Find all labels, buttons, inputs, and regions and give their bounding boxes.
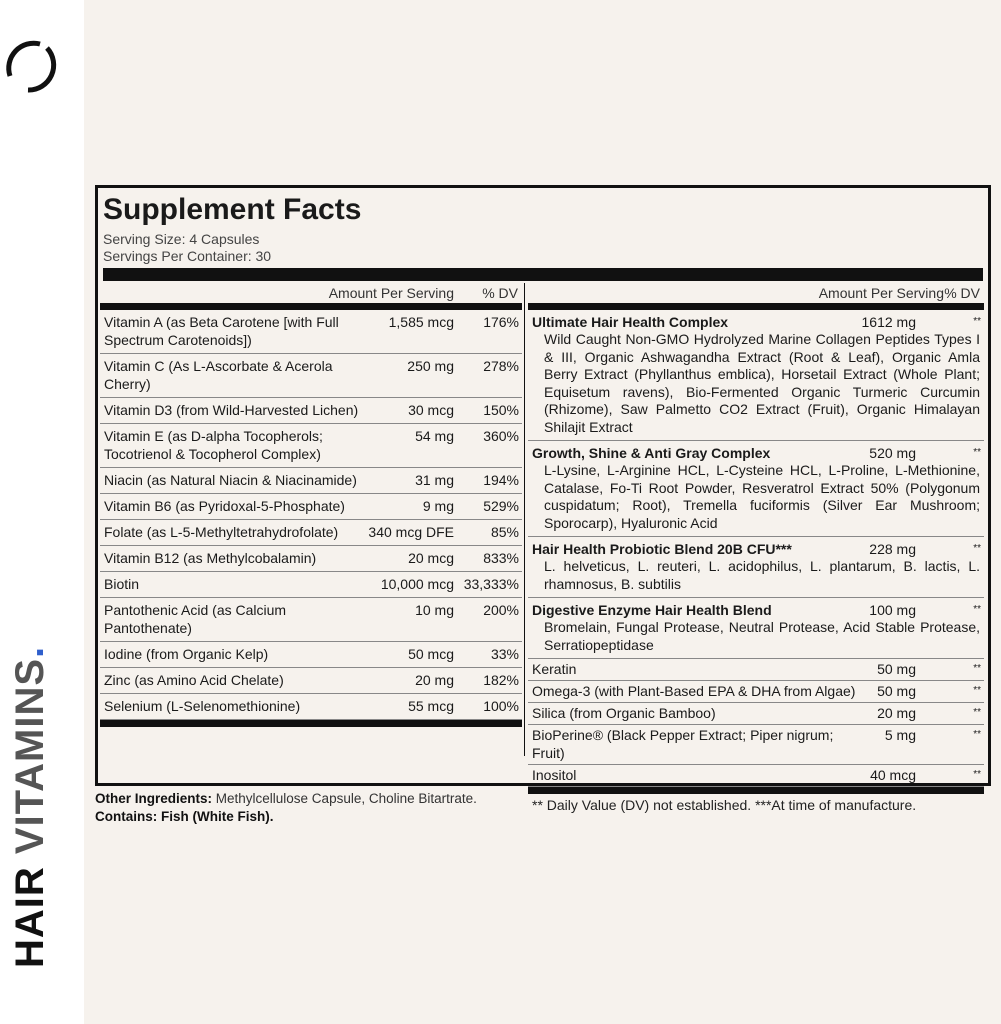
footnote: ** Daily Value (DV) not established. ***At time of manufacture.	[532, 797, 917, 813]
nutrient-row	[100, 572, 522, 598]
ingredient-dv: **	[973, 685, 981, 696]
nutrient-dv: 150%	[483, 402, 519, 418]
blend-name: Growth, Shine & Anti Gray Complex	[532, 445, 771, 461]
ingredient-name: Omega-3 (with Plant-Based EPA & DHA from Algae)	[532, 683, 856, 699]
ingredient-name: BioPerine® (Black Pepper Extract; Piper nigrum; Fruit)	[532, 727, 834, 761]
ingredient-dv: **	[973, 707, 981, 718]
ingredient-dv: **	[973, 663, 981, 674]
serving-size: Serving Size: 4 Capsules	[103, 231, 260, 247]
blend-row	[528, 441, 984, 537]
nutrient-row	[100, 310, 522, 354]
divider-bar	[528, 787, 984, 794]
nutrient-row	[100, 694, 522, 720]
nutrient-dv: 182%	[483, 672, 519, 688]
nutrient-amount: 20 mcg	[408, 550, 454, 566]
nutrient-amount: 30 mcg	[408, 402, 454, 418]
nutrient-dv: 200%	[483, 602, 519, 618]
nutrient-name: Niacin (as Natural Niacin & Niacinamide)	[104, 472, 357, 488]
panel-title: Supplement Facts	[103, 193, 362, 226]
header-amount: Amount Per Serving	[328, 285, 454, 301]
brand-strip	[0, 0, 84, 1024]
nutrient-row	[100, 598, 522, 642]
contains-text: Fish (White Fish).	[157, 809, 274, 824]
nutrient-name: Folate (as L-5-Methyltetrahydrofolate)	[104, 524, 339, 540]
ingredient-row	[528, 765, 984, 787]
blend-dv: **	[973, 316, 981, 327]
nutrient-amount: 54 mg	[415, 428, 454, 444]
ingredient-row	[528, 659, 984, 681]
blend-dv: **	[973, 543, 981, 554]
nutrient-amount: 55 mcg	[408, 698, 454, 714]
ingredient-dv: **	[973, 769, 981, 780]
nutrient-dv: 278%	[483, 358, 519, 374]
ingredient-amount: 40 mcg	[870, 767, 916, 783]
nutrient-name: Iodine (from Organic Kelp)	[104, 646, 269, 662]
nutrient-amount: 250 mg	[407, 358, 454, 374]
ingredient-row	[528, 681, 984, 703]
column-divider	[524, 283, 525, 756]
ingredient-row	[528, 703, 984, 725]
blend-amount: 228 mg	[869, 541, 916, 557]
ingredient-amount: 5 mg	[884, 727, 916, 743]
nutrient-amount: 1,585 mcg	[388, 314, 454, 330]
blend-row	[528, 537, 984, 598]
nutrient-row	[100, 546, 522, 572]
header-dv: % DV	[944, 285, 980, 301]
nutrient-dv: 85%	[490, 524, 519, 540]
nutrient-dv: 360%	[483, 428, 519, 444]
ingredient-amount: 20 mg	[877, 705, 916, 721]
blend-name: Hair Health Probiotic Blend 20B CFU***	[532, 541, 792, 557]
nutrient-row	[100, 520, 522, 546]
other-ingredients	[95, 790, 477, 826]
nutrient-row	[100, 642, 522, 668]
nutrient-dv: 529%	[483, 498, 519, 514]
blend-ingredients: Bromelain, Fungal Protease, Neutral Protease, Acid Stable Protease, Serratiopeptidase	[544, 619, 980, 653]
nutrient-dv: 33%	[490, 646, 519, 662]
blend-ingredients: L-Lysine, L-Arginine HCL, L-Cysteine HCL, L-Proline, L-Methionine, Catalase, Fo-Ti Root Powder, Resveratrol Extract 50% (Polygonum cuspidatum; Root), Tremella fuciformis (Silver Ear Mushroom; Sporocarp), Hyaluronic Acid	[544, 462, 980, 531]
nutrient-row	[100, 398, 522, 424]
nutrient-name: Vitamin A (as Beta Carotene [with Full Spectrum Carotenoids])	[104, 314, 339, 348]
blend-row	[528, 598, 984, 659]
ingredient-amount: 50 mg	[877, 661, 916, 677]
nutrient-dv: 33,333%	[463, 576, 519, 592]
ingredient-name: Keratin	[532, 661, 577, 677]
nutrient-amount: 31 mg	[415, 472, 454, 488]
blend-amount: 100 mg	[869, 602, 916, 618]
header-dv: % DV	[482, 285, 518, 301]
serving-info	[103, 231, 271, 265]
servings-per-container: Servings Per Container: 30	[103, 248, 272, 264]
blend-amount: 520 mg	[869, 445, 916, 461]
nutrient-amount: 10 mg	[415, 602, 454, 618]
ingredient-amount: 50 mg	[877, 683, 916, 699]
nutrient-name: Pantothenic Acid (as Calcium Pantothenate)	[104, 602, 287, 636]
nutrient-name: Vitamin D3 (from Wild-Harvested Lichen)	[104, 402, 359, 418]
divider-bar	[103, 268, 983, 281]
label: Contains:	[95, 809, 158, 824]
nutrient-row	[100, 468, 522, 494]
blend-amount: 1612 mg	[861, 314, 916, 330]
ingredient-row	[528, 725, 984, 765]
nutrient-dv: 100%	[483, 698, 519, 714]
blend-ingredients: Wild Caught Non-GMO Hydrolyzed Marine Collagen Peptides Types I & III, Organic Ashwagandha Extract (Root & Leaf), Organic Amla Berry Extract (Phyllanthus emblica), Horsetail Extract (Whole Plant; Equisetum ravens), Bio-Fermented Organic Turmeric Curcumin (Rhizome), Saw Palmetto CO2 Extract (Fruit), Organic Himalayan Shilajit Extract	[544, 331, 980, 435]
column-header	[100, 283, 522, 310]
ingredient-name: Inositol	[532, 767, 577, 783]
blends-column	[528, 283, 984, 816]
nutrient-name: Vitamin B12 (as Methylcobalamin)	[104, 550, 317, 566]
nutrient-row	[100, 354, 522, 398]
nutrient-name: Biotin	[104, 576, 140, 592]
circle-logo-icon	[2, 36, 62, 96]
nutrient-name: Vitamin B6 (as Pyridoxal-5-Phosphate)	[104, 498, 345, 514]
nutrient-amount: 340 mcg DFE	[368, 524, 454, 540]
nutrient-dv: 833%	[483, 550, 519, 566]
ingredient-dv: **	[973, 729, 981, 740]
blend-ingredients: L. helveticus, L. reuteri, L. acidophilus, L. plantarum, B. lactis, L. rhamnosus, B. subtilis	[544, 558, 980, 592]
nutrient-dv: 176%	[483, 314, 519, 330]
brand-name: HAIR VITAMINS.	[8, 645, 52, 968]
nutrient-name: Vitamin E (as D-alpha Tocopherols; Tocotrienol & Tocopherol Complex)	[104, 428, 323, 462]
nutrient-amount: 20 mg	[415, 672, 454, 688]
nutrient-dv: 194%	[483, 472, 519, 488]
blend-row	[528, 310, 984, 441]
nutrient-name: Zinc (as Amino Acid Chelate)	[104, 672, 284, 688]
nutrient-name: Vitamin C (As L-Ascorbate & Acerola Cherry)	[104, 358, 333, 392]
blend-dv: **	[973, 604, 981, 615]
nutrient-row	[100, 424, 522, 468]
nutrient-name: Selenium (L-Selenomethionine)	[104, 698, 301, 714]
vitamins-column	[100, 283, 522, 727]
nutrient-amount: 50 mcg	[408, 646, 454, 662]
ingredient-name: Silica (from Organic Bamboo)	[532, 705, 716, 721]
blend-dv: **	[973, 447, 981, 458]
nutrient-amount: 9 mg	[422, 498, 454, 514]
label: Other Ingredients:	[95, 791, 213, 806]
column-header	[528, 283, 984, 310]
blend-name: Digestive Enzyme Hair Health Blend	[532, 602, 772, 618]
blend-name: Ultimate Hair Health Complex	[532, 314, 729, 330]
ingredients-text: Methylcellulose Capsule, Choline Bitartrate.	[212, 791, 477, 806]
nutrient-row	[100, 668, 522, 694]
header-amount: Amount Per Serving	[818, 285, 944, 301]
divider-bar	[100, 720, 522, 727]
nutrient-amount: 10,000 mcg	[380, 576, 454, 592]
nutrient-row	[100, 494, 522, 520]
